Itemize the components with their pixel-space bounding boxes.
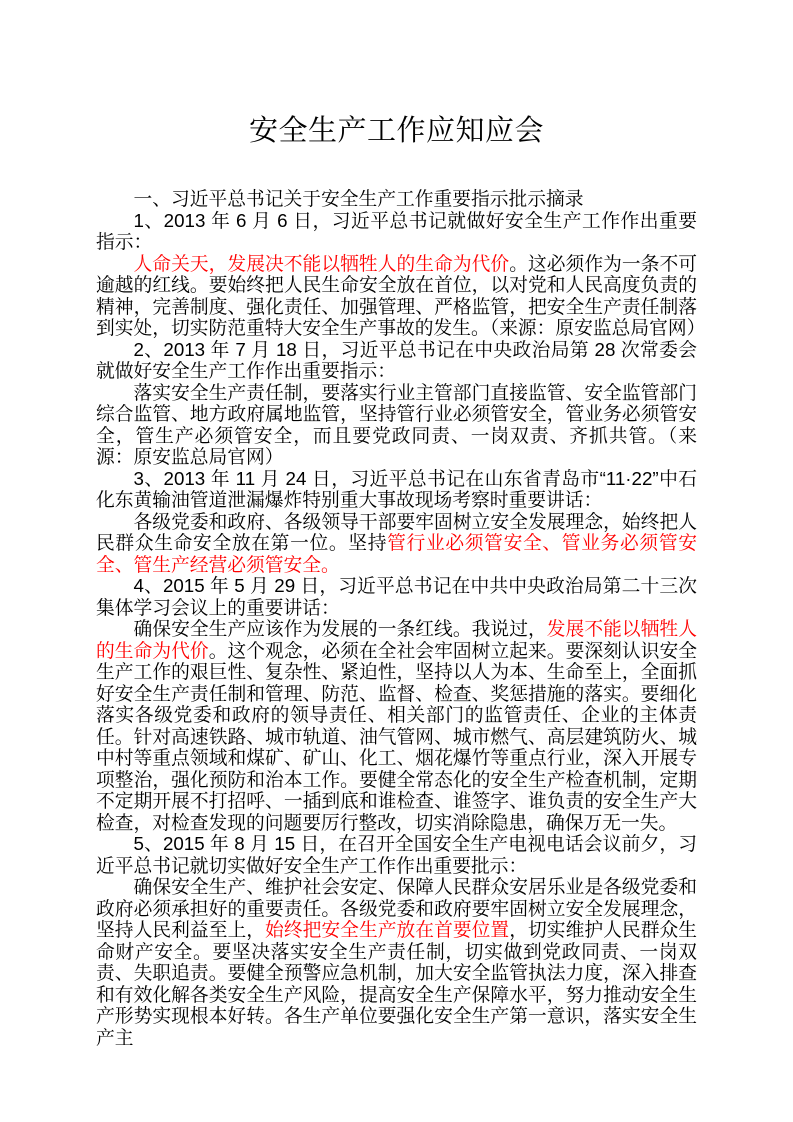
text-run: 5、2015 年 8 月 15 日，在召开全国安全生产电视电话会议前夕，习近平总书记就切实做好安全生产工作作出重要批示： xyxy=(96,833,697,876)
paragraph-quote xyxy=(96,382,697,468)
text-run: 一、习近平总书记关于安全生产工作重要指示批示摘录 xyxy=(133,188,584,209)
text-run: 人命关天，发展决不能以牺牲人的生命为代价 xyxy=(133,252,510,274)
text-run: ，切实维护人民群众生命财产安全。要坚决落实安全生产责任制，切实做到党政同责、一岗双责、失职追责。要健全预警应急机制，加大安全监管执法力度，深入排查和有效化解各类安全生产风险，提高安全生产保障水平，努力推动安全生产形势实现根本好转。各生产单位要强化安全生产第一意识，落实安全生产主 xyxy=(96,919,698,1048)
text-run: 确保安全生产应该作为发展的一条红线。我说过， xyxy=(133,618,547,639)
paragraph-quote xyxy=(96,618,697,833)
paragraph-item-intro xyxy=(96,468,697,511)
text-run: 2、2013 年 7 月 18 日，习近平总书记在中央政治局第 28 次常委会就做好安全生产工作作出重要指示： xyxy=(96,338,697,381)
paragraph-quote xyxy=(96,876,697,1048)
paragraph-item-intro xyxy=(96,575,697,618)
paragraph-item-intro xyxy=(96,339,697,382)
paragraph-item-intro xyxy=(96,210,697,253)
text-run: 发展不能以牺牲人的生命为代价 xyxy=(96,618,698,661)
paragraph-section-heading xyxy=(96,188,697,210)
paragraph-item-intro xyxy=(96,833,697,876)
text-run: 。这个观念，必须在全社会牢固树立起来。要深刻认识安全生产工作的艰巨性、复杂性、紧迫性，坚持以人为本、生命至上，全面抓好安全生产责任制和管理、防范、监督、检查、奖惩措施的落实。要细化落实各级党委和政府的领导责任、相关部门的监管责任、企业的主体责任。针对高速铁路、城市轨道、油气管网、城市燃气、高层建筑防火、城中村等重点领域和煤矿、矿山、化工、烟花爆竹等重点行业，深入开展专项整治，强化预防和治本工作。要健全常态化的安全生产检查机制，定期不定期开展不打招呼、一插到底和谁检查、谁签字、谁负责的安全生产大检查，对检查发现的问题要厉行整改，切实消除隐患，确保万无一失。 xyxy=(96,639,698,833)
document-title: 安全生产工作应知应会 xyxy=(248,115,544,147)
text-run: 1、2013 年 6 月 6 日，习近平总书记就做好安全生产工作作出重要指示： xyxy=(96,209,697,252)
paragraph-quote xyxy=(96,511,697,576)
text-run: 始终把安全生产放在首要位置 xyxy=(265,919,510,940)
text-run: 3、2013 年 11 月 24 日，习近平总书记在山东省青岛市“11·22”中石化东黄输油管道泄漏爆炸特别重大事故现场考察时重要讲话： xyxy=(96,467,697,510)
text-run: 确保安全生产、维护社会安定、保障人民群众安居乐业是各级党委和政府必须承担好的重要责任。各级党委和政府要牢固树立安全发展理念，坚持人民利益至上， xyxy=(96,876,697,940)
text-run: 各级党委和政府、各级领导干部要牢固树立安全发展理念，始终把人民群众生命安全放在第一位。坚持 xyxy=(96,510,697,553)
text-run: 4、2015 年 5 月 29 日，习近平总书记在中共中央政治局第二十三次集体学习会议上的重要讲话： xyxy=(96,575,697,618)
paragraph-quote xyxy=(96,252,706,339)
text-run: 。这必须作为一条不可逾越的红线。要始终把人民生命安全放在首位，以对党和人民高度负责的精神，完善制度、强化责任、加强管理、严格监管，把安全生产责任制落到实处，切实防范重特大安全生产事故的发生。（来源：原安监总局官网） xyxy=(96,252,706,338)
text-run: 落实安全生产责任制，要落实行业主管部门直接监管、安全监管部门综合监管、地方政府属地监管，坚持管行业必须管安全，管业务必须管安全，管生产必须管安全，而且要党政同责、一岗双责、齐抓共管。（来源：原安监总局官网） xyxy=(96,381,697,467)
document-body xyxy=(96,188,706,1048)
text-run: 管行业必须管安全、管业务必须管安全、管生产经营必须管安全。 xyxy=(96,532,697,575)
